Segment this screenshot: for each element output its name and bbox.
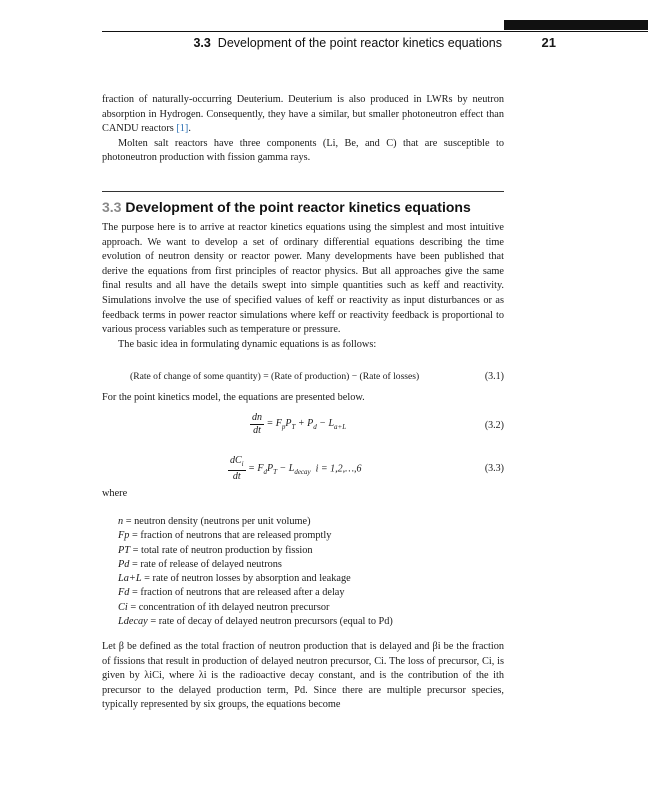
where-label: where (102, 488, 128, 499)
definition-item: Ldecay = rate of decay of delayed neutron precursors (equal to Pd) (118, 616, 393, 628)
running-head-section: 3.3 (193, 36, 211, 50)
section-paragraph-1: The purpose here is to arrive at reactor kinetics equations using the simplest and most intuitive approach. We want to develop a set of ordinary differential equations describing the time evolution of neutron density or reactor power. Many developments have been published that derive the equations from first principles of reactor physics. But all approaches give the same final results and all have the details swept into simple quantities such as keff and reactivity. Simulations involve the use of specified values of keff or reactivity as input disturbances or as feedback terms in power reactor simulations where keff or reactivity feedback is proportional to various process variables such as temperature or pressure. (102, 222, 504, 336)
equation-3-3-index: i = 1,2,…,6 (315, 463, 362, 475)
section-title: 3.3 Development of the point reactor kinetics equations (102, 199, 471, 215)
citation-link[interactable]: [1] (176, 123, 189, 135)
section-paragraph-2: The basic idea in formulating dynamic equations is as follows: (118, 338, 377, 350)
section-paragraph-3-wrap (102, 391, 504, 406)
intro-paragraph-2: Molten salt reactors have three components (Li, Be, and C) that are susceptible to photoneutron production with fission gamma rays. (102, 137, 504, 164)
page-number: 21 (541, 35, 556, 50)
equation-number-3-2: (3.2) (484, 420, 504, 431)
word-equation: (Rate of change of some quantity) = (Rate of production) − (Rate of losses) (130, 371, 420, 382)
header-bar (504, 20, 648, 30)
definition-item: n = neutron density (neutrons per unit volume) (118, 516, 311, 527)
definition-item: Pd = rate of release of delayed neutrons (118, 558, 282, 570)
running-head-title: Development of the point reactor kinetics equations (217, 36, 502, 50)
definition-item: Ci = concentration of ith delayed neutron precursor (118, 601, 330, 613)
definition-item: Fd = fraction of neutrons that are released after a delay (118, 587, 345, 599)
running-head (102, 36, 502, 50)
fraction-dn-dt: $\frac{dn}{dt}$ (252, 412, 262, 436)
section-rule (102, 191, 504, 192)
header-rule (102, 31, 648, 32)
definition-item: PT = total rate of neutron production by fission (118, 544, 313, 556)
section-number: 3.3 (102, 199, 122, 215)
section-paragraph-3: For the point kinetics model, the equations are presented below. (102, 392, 365, 403)
definition-item: Fp = fraction of neutrons that are released promptly (118, 530, 332, 542)
equation-3-2: $\frac{dn}{dt}$ = $F_pP_T + P_d - L_{a+L}$ (252, 412, 347, 436)
intro-paragraph-1: fraction of naturally-occurring Deuterium. Deuterium is also produced in LWRs by neutron absorption in Hydrogen. Consequently, they have a similar, but smaller photoneutron effect than CANDU reactors [1]. (102, 94, 504, 135)
intro-block (102, 93, 504, 166)
fraction-dci-dt: $\frac{dC_i}{dt}$ (230, 455, 244, 482)
section-body (102, 221, 504, 352)
section-paragraph-4-wrap (102, 640, 504, 713)
section-paragraph-4: Let β be defined as the total fraction of neutron production that is delayed and βi be the fraction of fissions that result in production of delayed neutron precursor, Ci. The loss of precursor, Ci, is given by λiCi, where λi is the radioactive decay constant, and is the contribution of the ith precursor to the delayed production term, Pd. Since there are multiple precursor species, typically represented by six groups, the equations become (102, 641, 504, 711)
equation-number-3-1: (3.1) (484, 371, 504, 382)
definitions-list (118, 515, 498, 629)
definition-item: La+L = rate of neutron losses by absorption and leakage (118, 573, 351, 585)
equation-number-3-3: (3.3) (484, 463, 504, 474)
equation-3-3: $\frac{dC_i}{dt}$ = $F_dP_T - L_{decay}$ i = 1,2,…,6 (230, 455, 362, 482)
